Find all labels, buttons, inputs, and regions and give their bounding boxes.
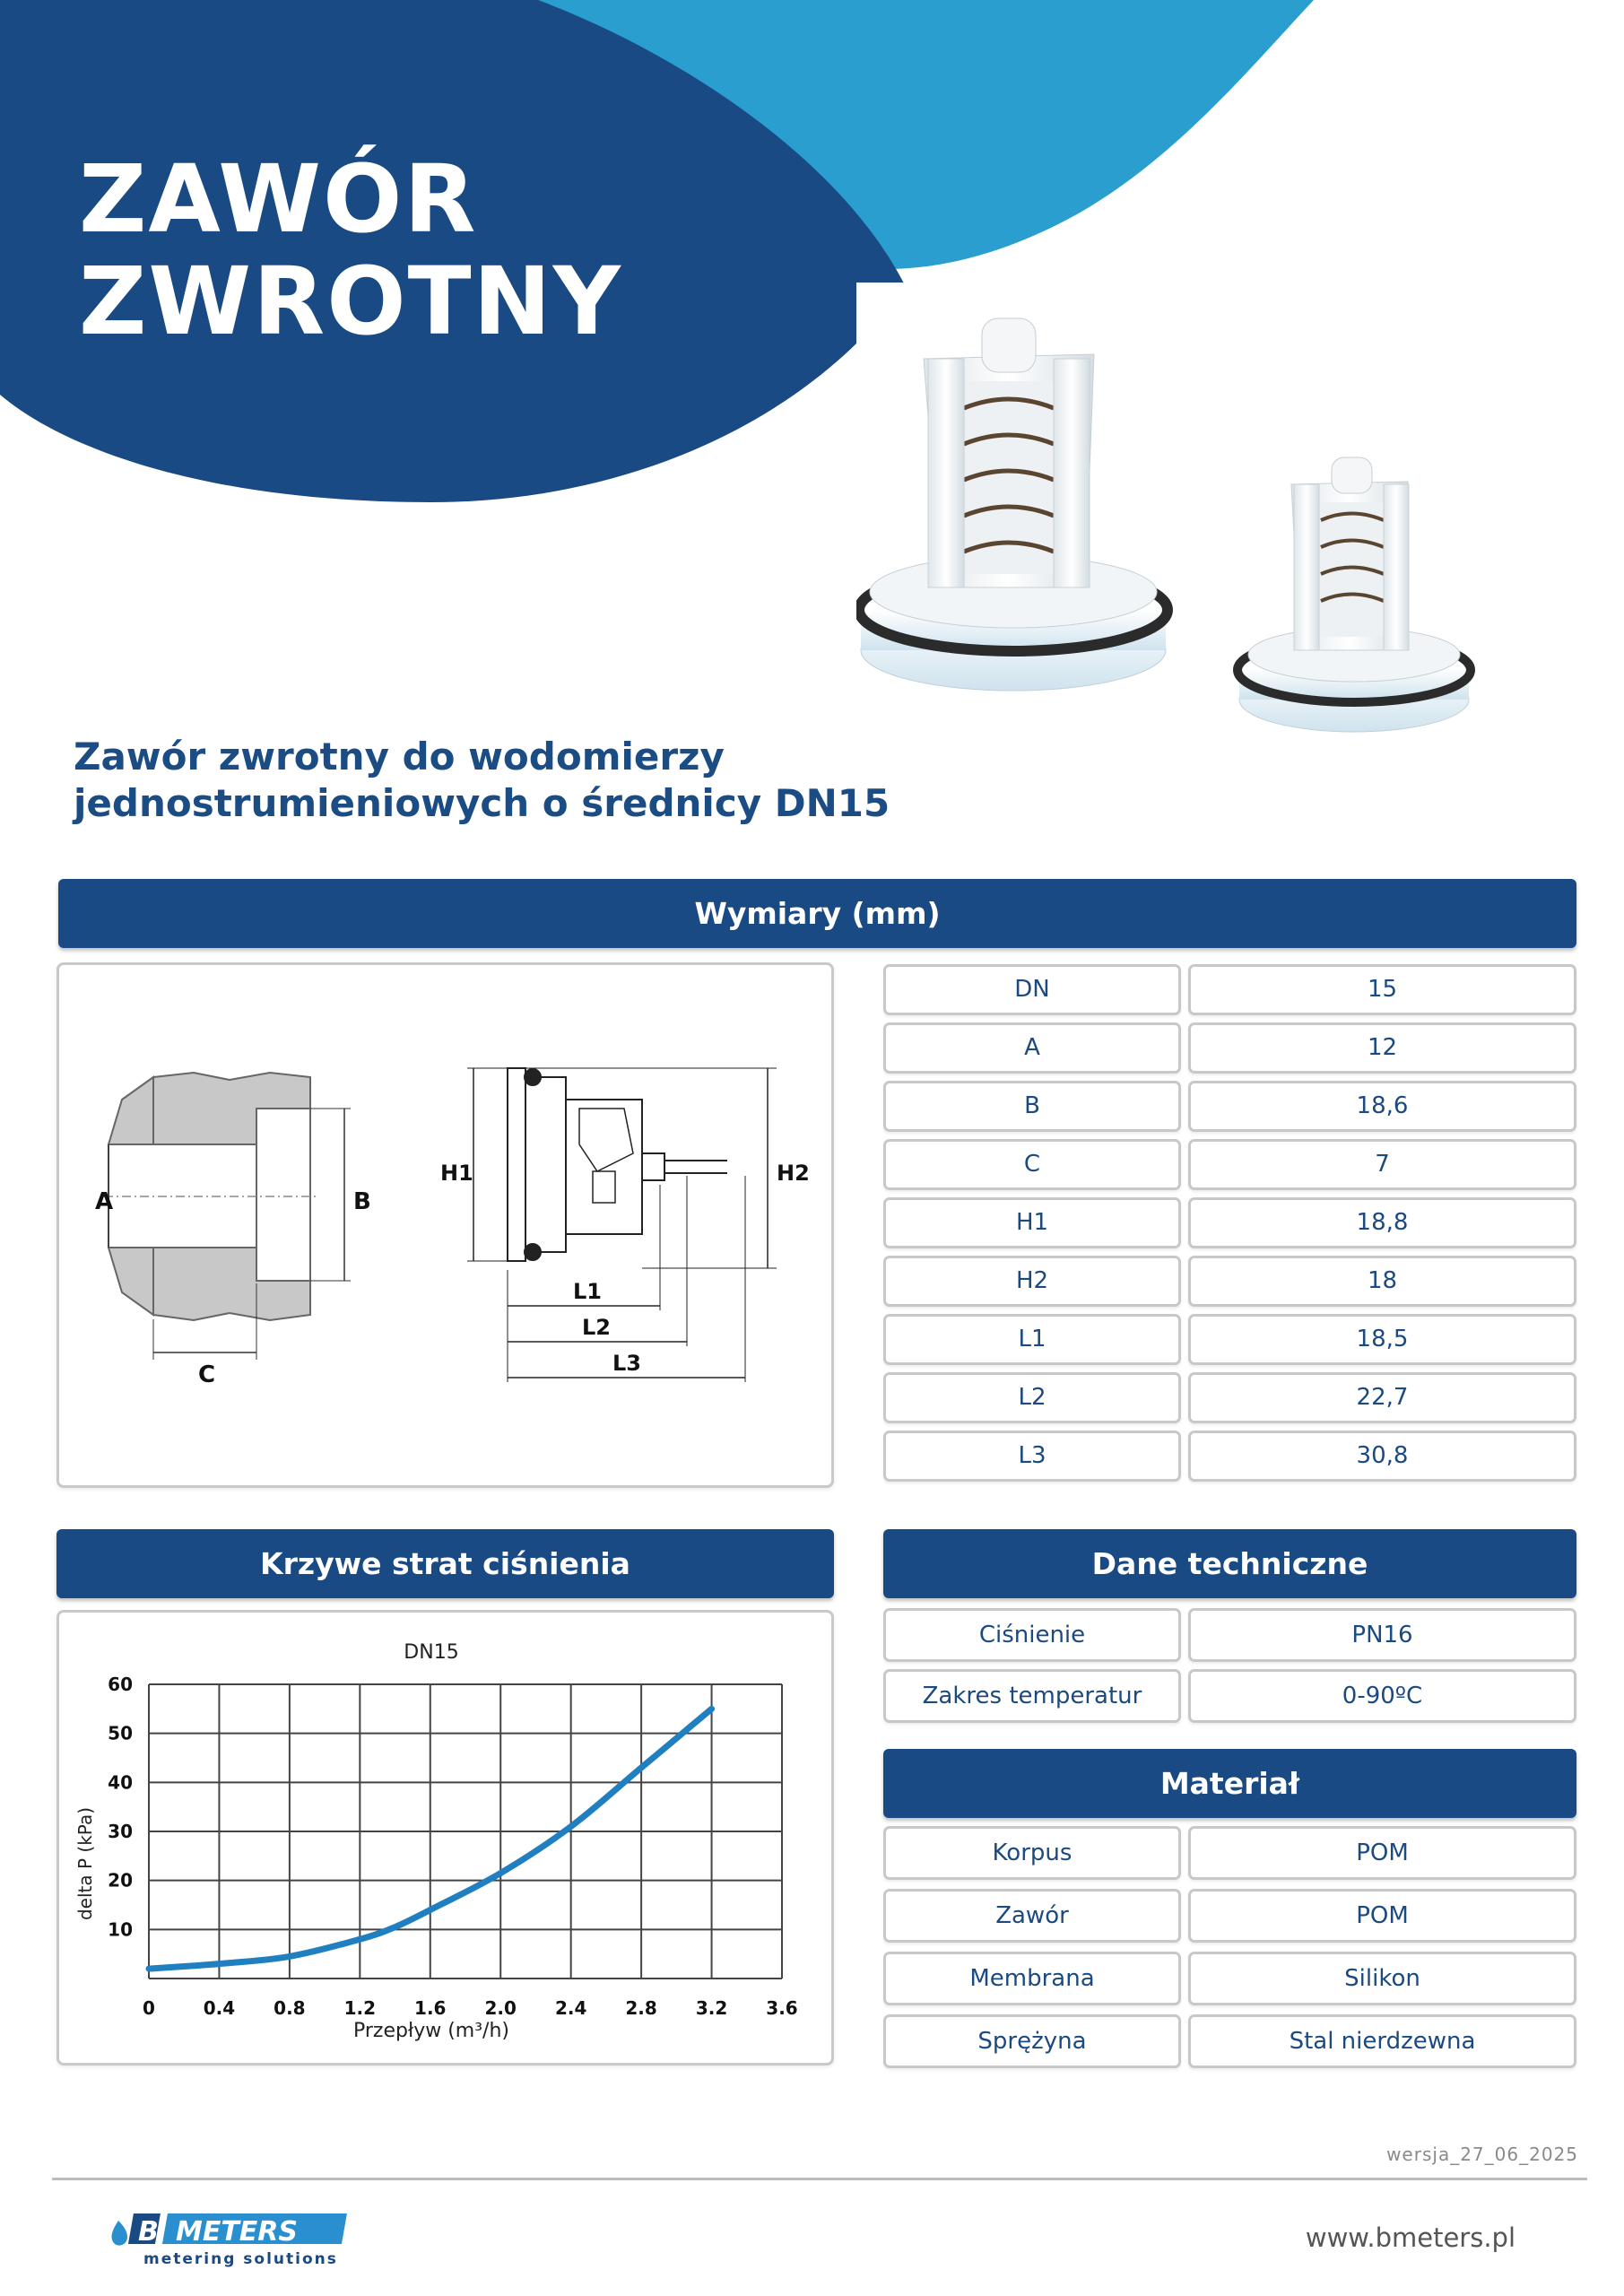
dimension-row-key: L2 bbox=[883, 1372, 1181, 1423]
x-tick-label: 2.0 bbox=[484, 1997, 517, 2019]
x-tick-label: 2.4 bbox=[554, 1997, 587, 2019]
label-h2: H2 bbox=[777, 1161, 810, 1186]
dimension-row-value: 22,7 bbox=[1188, 1372, 1576, 1423]
dimension-row-value: 15 bbox=[1188, 964, 1576, 1015]
y-axis-ticks bbox=[108, 1674, 133, 1940]
technical-drawing bbox=[59, 965, 831, 1485]
label-b: B bbox=[353, 1188, 371, 1215]
x-tick-label: 0.8 bbox=[274, 1997, 306, 2019]
bmeters-logo bbox=[108, 2208, 368, 2271]
x-axis-label: Przepływ (m³/h) bbox=[352, 2020, 510, 2042]
dimension-row-key: L1 bbox=[883, 1314, 1181, 1365]
subtitle-line-2: jednostrumieniowych o średnicy DN15 bbox=[74, 781, 890, 825]
dimension-row-value: 18,6 bbox=[1188, 1081, 1576, 1132]
technical-row-key: Ciśnienie bbox=[883, 1608, 1181, 1662]
dimension-row-key: H2 bbox=[883, 1256, 1181, 1307]
x-axis-ticks bbox=[143, 1997, 798, 2019]
dimension-row-key: A bbox=[883, 1022, 1181, 1074]
label-l3: L3 bbox=[612, 1351, 641, 1376]
dimension-row-key: L3 bbox=[883, 1431, 1181, 1482]
y-tick-label: 50 bbox=[108, 1722, 133, 1744]
dimension-row-value: 18,8 bbox=[1188, 1197, 1576, 1248]
chart-title: DN15 bbox=[404, 1641, 459, 1664]
x-tick-label: 1.2 bbox=[343, 1997, 377, 2019]
x-tick-label: 3.2 bbox=[695, 1997, 728, 2019]
material-row-value: POM bbox=[1188, 1826, 1576, 1880]
material-row-key: Korpus bbox=[883, 1826, 1181, 1880]
material-row-value: Stal nierdzewna bbox=[1188, 2014, 1576, 2068]
dimension-row-key: B bbox=[883, 1081, 1181, 1132]
x-tick-label: 3.6 bbox=[766, 1997, 798, 2019]
label-h1: H1 bbox=[440, 1161, 473, 1186]
technical-row-key: Zakres temperatur bbox=[883, 1669, 1181, 1723]
dimension-row-key: H1 bbox=[883, 1197, 1181, 1248]
pressure-loss-heading: Krzywe strat ciśnienia bbox=[56, 1529, 834, 1598]
label-l1: L1 bbox=[573, 1279, 602, 1304]
material-heading: Materiał bbox=[883, 1749, 1576, 1818]
dimension-row-value: 18 bbox=[1188, 1256, 1576, 1307]
y-tick-label: 40 bbox=[108, 1771, 133, 1794]
product-photo bbox=[856, 283, 1520, 785]
svg-text:METERS: METERS bbox=[176, 2216, 299, 2248]
material-row-key: Membrana bbox=[883, 1952, 1181, 2005]
title-line-1: ZAWÓR bbox=[79, 144, 478, 254]
valve-drawing bbox=[467, 1068, 777, 1382]
label-a: A bbox=[95, 1188, 114, 1215]
technical-data-heading: Dane techniczne bbox=[883, 1529, 1576, 1598]
x-tick-label: 1.6 bbox=[414, 1997, 447, 2019]
dimensions-drawing-panel bbox=[56, 962, 834, 1488]
label-l2: L2 bbox=[582, 1315, 611, 1340]
fitting-drawing bbox=[95, 1073, 371, 1388]
dimension-row-value: 7 bbox=[1188, 1139, 1576, 1190]
material-row-value: POM bbox=[1188, 1889, 1576, 1943]
dimension-row-value: 18,5 bbox=[1188, 1314, 1576, 1365]
y-tick-label: 30 bbox=[108, 1821, 133, 1842]
x-tick-label: 2.8 bbox=[625, 1997, 657, 2019]
svg-text:B: B bbox=[138, 2216, 159, 2248]
dimensions-heading: Wymiary (mm) bbox=[58, 879, 1576, 948]
logo-tagline: metering solutions bbox=[143, 2250, 338, 2268]
technical-row-value: PN16 bbox=[1188, 1608, 1576, 1662]
pressure-loss-chart bbox=[59, 1613, 831, 2063]
technical-row-value: 0-90ºC bbox=[1188, 1669, 1576, 1723]
website-url: www.bmeters.pl bbox=[1305, 2222, 1515, 2253]
y-tick-label: 60 bbox=[108, 1674, 133, 1695]
dimension-row-key: DN bbox=[883, 964, 1181, 1015]
dimension-row-key: C bbox=[883, 1139, 1181, 1190]
y-tick-label: 20 bbox=[108, 1869, 133, 1892]
dimension-row-value: 12 bbox=[1188, 1022, 1576, 1074]
version-label: wersja_27_06_2025 bbox=[1386, 2144, 1578, 2165]
product-subtitle bbox=[74, 734, 970, 827]
page-title bbox=[79, 144, 622, 356]
title-line-2: ZWROTNY bbox=[79, 247, 622, 356]
pressure-loss-panel bbox=[56, 1610, 834, 2066]
x-tick-label: 0 bbox=[143, 1997, 155, 2019]
material-row-key: Sprężyna bbox=[883, 2014, 1181, 2068]
material-row-value: Silikon bbox=[1188, 1952, 1576, 2005]
label-c: C bbox=[198, 1361, 216, 1388]
dimension-row-value: 30,8 bbox=[1188, 1431, 1576, 1482]
x-tick-label: 0.4 bbox=[203, 1997, 236, 2019]
y-axis-label: delta P (kPa) bbox=[74, 1806, 96, 1921]
y-tick-label: 10 bbox=[108, 1918, 133, 1941]
subtitle-line-1: Zawór zwrotny do wodomierzy bbox=[74, 735, 725, 778]
material-row-key: Zawór bbox=[883, 1889, 1181, 1943]
footer-divider bbox=[52, 2178, 1587, 2180]
